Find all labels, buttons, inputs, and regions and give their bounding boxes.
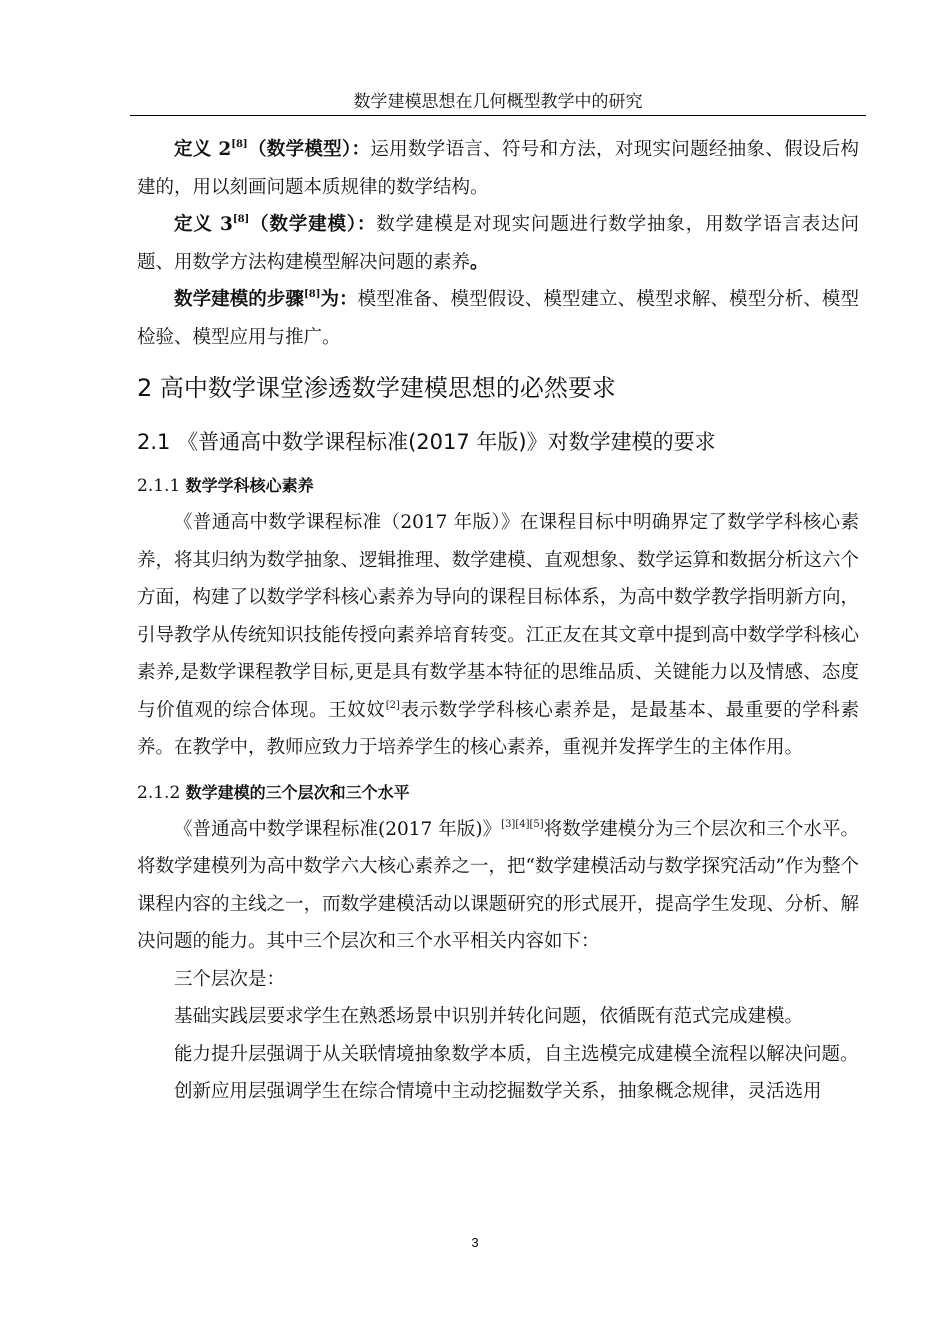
level-innovative-application: 创新应用层强调学生在综合情境中主动挖掘数学关系，抽象概念规律，灵活选用 [174,1081,822,1102]
level-ability-improvement: 能力提升层强调于从关联情境抽象数学本质，自主选模完成建模全流程以解决问题。 [174,1043,859,1065]
citation-ref: [8] [231,139,248,150]
section-2-1-2-heading: 2.1.2 数学建模的三个层次和三个水平 [137,782,410,803]
section-2-heading: 2 高中数学课堂渗透数学建模思想的必然要求 [137,374,616,402]
running-header: 数学建模思想在几何概型教学中的研究 [353,92,643,112]
modeling-steps-text: 模型准备、模型假设、模型建立、模型求解、模型分析、模型检验、模型应用与推广。 [137,289,859,348]
definition-2 [137,131,859,206]
core-literacy-paragraph: 《普通高中数学课程标准（2017 年版）》在课程目标中明确界定了数学学科核心素养，将其归纳为数学抽象、逻辑推理、数学建模、直观想象、数学运算和数据分析这六个方面，构建了以数学学科核心素养为导向的课程目标体系，为高中数学教学指明新方向，引导教学从传统知识技能传授向素养培育转变。江正友在其文章中提到高中数学学科核心素养,是数学课程教学目标,更是具有数学基本特征的思维品质、关键能力以及情感、态度与价值观的综合体现。王妏妏[2]表示数学学科核心素养是，是最基本、最重要的学科素养。在教学中，教师应致力于培养学生的核心素养，重视并发挥学生的主体作用。 [137,512,859,758]
levels-paragraph: 《普通高中数学课程标准(2017 年版)》[3][4][5]将数学建模分为三个层次和三个水平。将数学建模列为高中数学六大核心素养之一，把“数学建模活动与数学探究活动”作为整个课程内容的主线之一，而数学建模活动以课题研究的形式展开，提高学生发现、分析、解决问题的能力。其中三个层次和三个水平相关内容如下： [137,818,859,952]
section-2-1-1-heading: 2.1.1 数学学科核心素养 [137,476,314,496]
definition-3: 定义 3[8]（数学建模）：数学建模是对现实问题进行数学抽象，用数学语言表达问题、用数学方法构建模型解决问题的素养。 [137,214,859,273]
citation-ref: [3][4][5] [501,818,544,830]
levels-intro: 三个层次是： [174,968,286,990]
level-basic-practice: 基础实践层要求学生在熟悉场景中识别并转化问题，依循既有范式完成建模。 [174,1006,804,1027]
page-number: 3 [471,1235,479,1250]
citation-ref: [8] [304,289,321,300]
definition-3-text: 数学建模是对现实问题进行数学抽象，用数学语言表达问题、用数学方法构建模型解决问题的素养 [137,214,859,273]
header-rule [130,115,866,116]
citation-ref: [2] [385,699,400,711]
modeling-steps [137,281,859,356]
page-body [137,131,859,1111]
citation-ref: [8] [232,214,250,225]
section-2-1-heading: 2.1 《普通高中数学课程标准(2017 年版)》对数学建模的要求 [137,430,716,454]
definition-2-label: 定义 2[8]（数学模型）： [174,139,371,160]
definition-3-label: 定义 3[8]（数学建模）： [174,214,377,235]
modeling-steps-label: 数学建模的步骤[8]为： [174,289,358,310]
definition-2-text: 运用数学语言、符号和方法，对现实问题经抽象、假设后构建的，用以刻画问题本质规律的数学结构。 [137,139,859,198]
